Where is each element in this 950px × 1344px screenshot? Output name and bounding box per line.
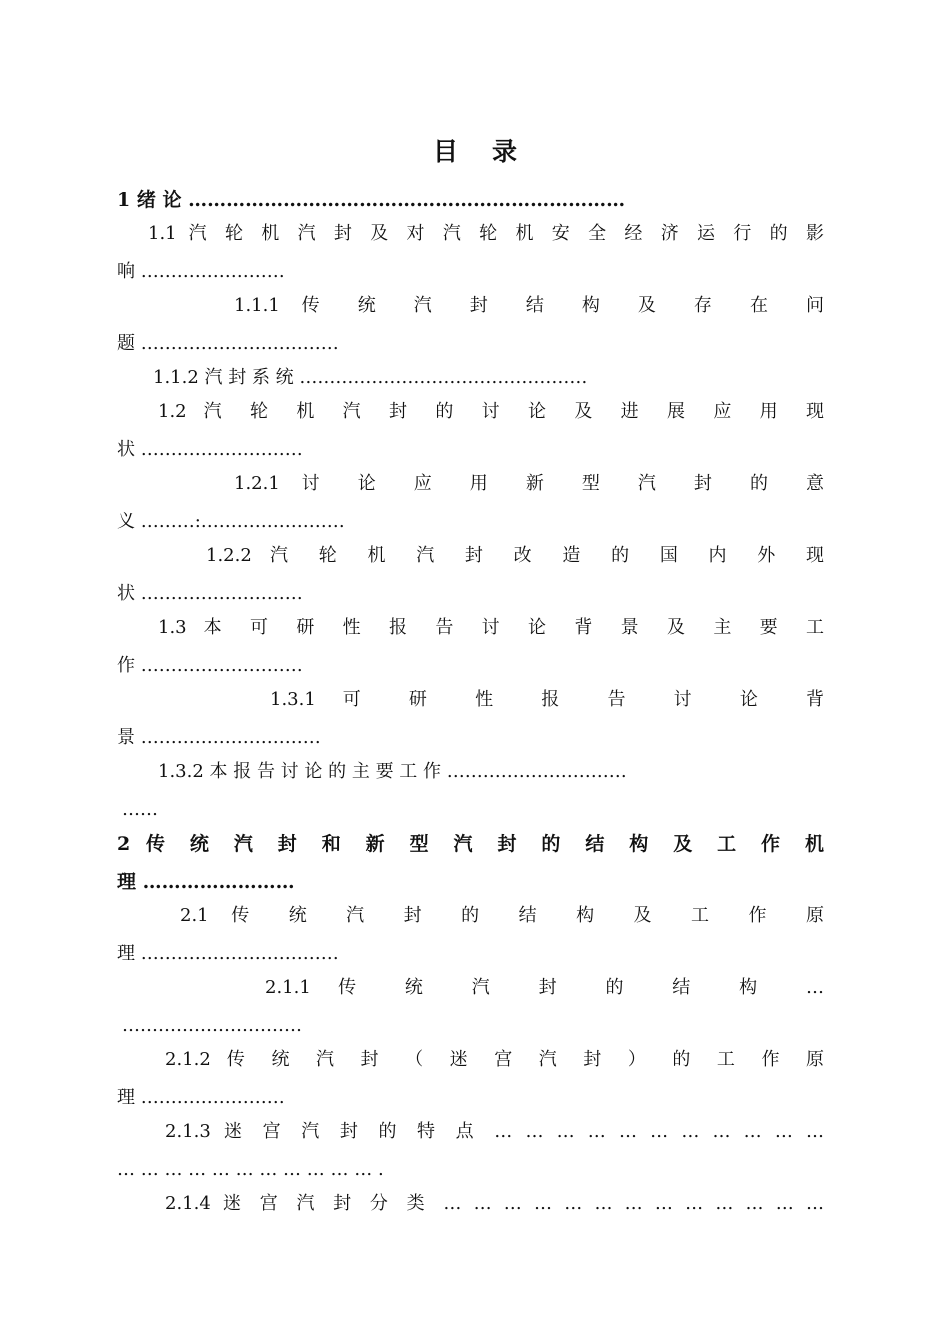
page-title (0, 132, 950, 168)
toc-entry-1-3: 1.3 本 可 研 性 报 告 讨 论 背 景 及 主 要 工 (158, 617, 824, 638)
toc-entry-1: 1 绪 论 …………………………………………………………… (117, 189, 626, 211)
toc-entry-1-1-2: 1.1.2 汽 封 系 统 ………………………………………… (153, 367, 588, 388)
title-char-2: 录 (492, 137, 518, 166)
toc-entry-1-1-cont: 响 …………………… (117, 261, 285, 282)
toc-entry-1-3-cont: 作 ……………………… (117, 655, 303, 676)
toc-entry-2-1-1: 2.1.1 传 统 汽 封 的 结 构 … (265, 977, 824, 998)
toc-entry-2-1-4: 2.1.4 迷 宫 汽 封 分 类 … … … … … … … … … … … … … (165, 1193, 824, 1214)
toc-entry-1-3-1-cont: 景 ………………………… (117, 727, 321, 748)
toc-entry-1-2: 1.2 汽 轮 机 汽 封 的 讨 论 及 进 展 应 用 现 (158, 401, 824, 422)
toc-entry-1-1-1-cont: 题 …………………………… (117, 333, 339, 354)
toc-entry-2-1: 2.1 传 统 汽 封 的 结 构 及 工 作 原 (180, 905, 824, 926)
toc-entry-1-2-1-cont: 义 ………:…………………… (117, 511, 345, 532)
toc-entry-1-2-cont: 状 ……………………… (117, 439, 303, 460)
toc-entry-2: 2 传 统 汽 封 和 新 型 汽 封 的 结 构 及 工 作 机 (117, 833, 824, 855)
toc-entry-1-1-1: 1.1.1 传 统 汽 封 结 构 及 存 在 问 (234, 295, 824, 316)
toc-entry-2-1-1-cont: ………………………… (122, 1015, 302, 1036)
toc-entry-2-1-2: 2.1.2 传 统 汽 封 （ 迷 宫 汽 封 ） 的 工 作 原 (165, 1049, 824, 1070)
toc-entry-1-2-2-cont: 状 ……………………… (117, 583, 303, 604)
toc-entry-1-2-1: 1.2.1 讨 论 应 用 新 型 汽 封 的 意 (234, 473, 824, 494)
toc-entry-1-2-2: 1.2.2 汽 轮 机 汽 封 改 造 的 国 内 外 现 (206, 545, 824, 566)
title-char-1: 目 (432, 137, 458, 166)
toc-entry-1-1: 1.1 汽 轮 机 汽 封 及 对 汽 轮 机 安 全 经 济 运 行 的 影 (148, 223, 824, 244)
toc-entry-2-1-cont: 理 …………………………… (117, 943, 339, 964)
toc-entry-2-1-2-cont: 理 …………………… (117, 1087, 285, 1108)
toc-entry-1-3-2: 1.3.2 本 报 告 讨 论 的 主 要 工 作 ………………………… (158, 761, 627, 782)
toc-entry-2-cont: 理 …………………… (117, 871, 295, 893)
toc-entry-2-1-3-cont: … … … … … … … … … … … . (117, 1159, 384, 1180)
toc-entry-1-3-1: 1.3.1 可 研 性 报 告 讨 论 背 (270, 689, 824, 710)
toc-entry-2-1-3: 2.1.3 迷 宫 汽 封 的 特 点 … … … … … … … … … … … (165, 1121, 824, 1142)
toc-entry-1-3-2-cont: …… (122, 799, 158, 820)
